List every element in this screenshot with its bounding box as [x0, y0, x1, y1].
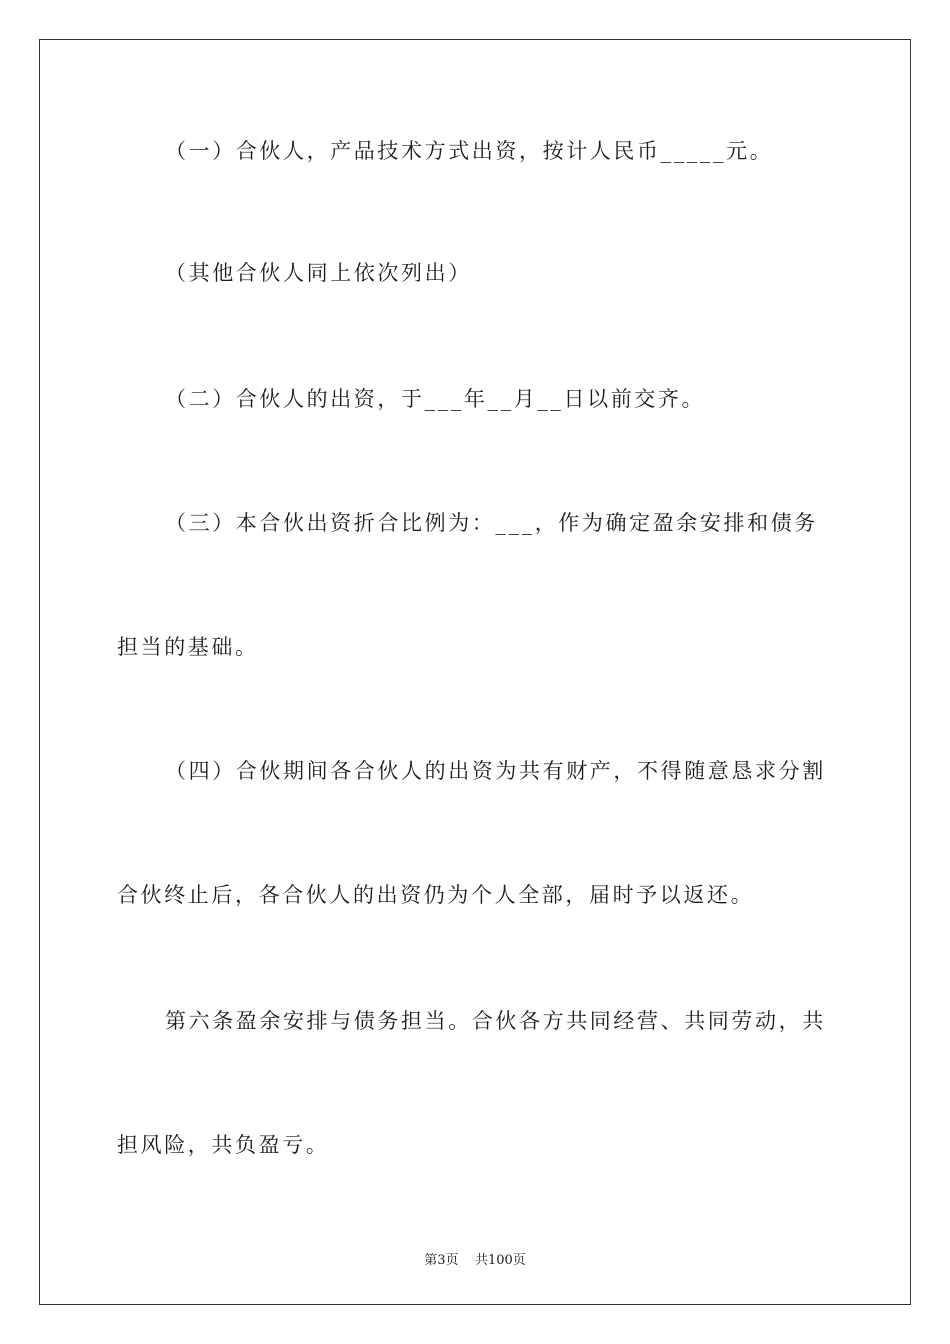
paragraph-line-4: （三）本合伙出资折合比例为：___，作为确定盈余安排和债务: [165, 511, 818, 535]
page-border: [39, 39, 911, 1305]
paragraph-line-7: 合伙终止后，各合伙人的出资仍为个人全部，届时予以返还。: [117, 883, 755, 907]
paragraph-line-2: （其他合伙人同上依次列出）: [165, 261, 472, 285]
paragraph-line-9: 担风险，共负盈亏。: [117, 1133, 330, 1157]
paragraph-line-3: （二）合伙人的出资，于___年__月__日以前交齐。: [165, 387, 706, 411]
paragraph-line-8: 第六条盈余安排与债务担当。合伙各方共同经营、共同劳动，共: [165, 1009, 826, 1033]
page-number-footer: 第3页 共100页: [424, 1253, 526, 1268]
paragraph-line-6: （四）合伙期间各合伙人的出资为共有财产，不得随意恳求分割: [165, 759, 826, 783]
paragraph-line-1: （一）合伙人，产品技术方式出资，按计人民币_____元。: [165, 139, 774, 163]
paragraph-line-5: 担当的基础。: [117, 635, 259, 659]
